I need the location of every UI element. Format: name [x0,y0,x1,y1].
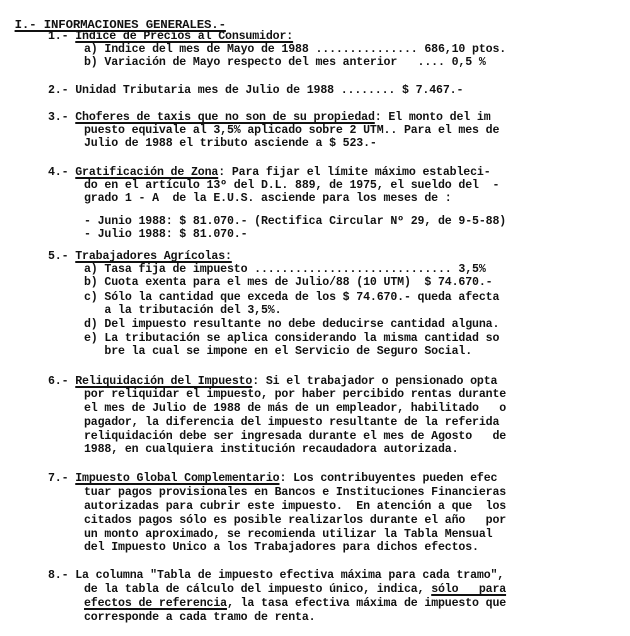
item-7-line-4: citados pagos sólo es posible realizarlos durante el año por [84,514,507,527]
section-title-text: I.- INFORMACIONES GENERALES.- [14,18,226,32]
item-8-line-4: corresponde a cada tramo de renta. [84,611,316,624]
item-1-line-a: a) Indice del mes de Mayo de 1988 ............... 686,10 ptos. [84,43,507,56]
item-1-line-b: b) Variación de Mayo respecto del mes anterior .... 0,5 % [84,56,486,69]
item-text: : Para fijar el límite máximo estableci- [218,166,491,179]
item-7-line-3: autorizadas para cubrir este impuesto. En atención a que los [84,500,507,513]
item-number: 1.- [48,30,69,43]
item-7-heading-line [48,472,497,485]
item-5-heading-line [48,250,232,263]
item-8-line-3 [84,597,506,610]
item-4-line-2: do en el artículo 13º del D.L. 889, de 1975, el sueldo del - [84,179,500,192]
item-8-line-2 [84,583,506,596]
item-7-line-5: un monto aproximado, se recomienda utilizar la Tabla Mensual [84,528,493,541]
item-text: : El monto del im [374,111,491,124]
item-number: 7.- [48,472,69,485]
item-number: 5.- [48,250,69,263]
item-6-line-5: reliquidación debe ser ingresada durante el mes de Agosto de [84,430,507,443]
item-text: , la tasa efectiva máxima de impuesto que [226,597,507,610]
item-4-line-julio: - Julio 1988: $ 81.070.- [84,228,248,241]
item-heading: Impuesto Global Complementario [75,472,280,485]
item-number: 2.- [48,84,69,97]
item-1-heading-line [48,30,293,43]
item-number: 8.- [48,569,69,582]
item-heading: Reliquidación del Impuesto [75,375,253,388]
item-8-line-1 [48,569,504,582]
item-5-line-d: d) Del impuesto resultante no debe deducirse cantidad alguna. [84,318,500,331]
item-underlined-text: efectos de referencia [84,597,227,610]
item-7-line-6: del Impuesto Unico a los Trabajadores para dichos efectos. [84,541,479,554]
item-heading: Indice de Precios al Consumidor: [75,30,294,43]
item-text: Unidad Tributaria mes de Julio de 1988 ........ $ 7.467.- [75,84,464,97]
item-4-heading-line [48,166,491,179]
item-number: 4.- [48,166,69,179]
item-7-line-2: tuar pagos provisionales en Bancos e Instituciones Financieras [84,486,507,499]
item-text: : Los contribuyentes pueden efec [279,472,498,485]
item-text: : Si el trabajador o pensionado opta [252,375,498,388]
item-number: 6.- [48,375,69,388]
item-6-heading-line [48,375,497,388]
section-title [0,6,226,32]
item-2-line [48,84,463,97]
item-5-line-c: c) Sólo la cantidad que exceda de los $ 74.670.- queda afecta [84,291,500,304]
item-5-line-b: b) Cuota exenta para el mes de Julio/88 (10 UTM) $ 74.670.- [84,276,493,289]
item-6-line-2: por reliquidar el impuesto, por haber percibido rentas durante [84,388,507,401]
item-heading: Gratificación de Zona [75,166,219,179]
item-5-line-c2: a la tributación del 3,5%. [84,304,282,317]
item-6-line-4: pagador, la diferencia del impuesto resultante de la referida [84,416,500,429]
item-3-line-3: Julio de 1988 el tributo asciende a $ 523.- [84,137,377,150]
item-heading: Choferes de taxis que no son de su propiedad [75,111,375,124]
item-5-line-e: e) La tributación se aplica considerando la misma cantidad so [84,332,500,345]
item-number: 3.- [48,111,69,124]
item-4-line-3: grado 1 - A de la E.U.S. asciende para los meses de : [84,192,452,205]
item-5-line-a: a) Tasa fija de impuesto ............................. 3,5% [84,263,486,276]
item-5-line-e2: bre la cual se impone en el Servicio de Seguro Social. [84,345,473,358]
item-6-line-3: el mes de Julio de 1988 de más de un empleador, habilitado o [84,402,507,415]
item-text: La columna "Tabla de impuesto efectiva máxima para cada tramo", [75,569,505,582]
item-text: de la tabla de cálculo del impuesto único, indica, [84,583,425,596]
item-4-line-junio: - Junio 1988: $ 81.070.- (Rectifica Circular Nº 29, de 9-5-88) [84,215,507,228]
item-underlined-text: sólo para [431,583,507,596]
item-3-heading-line [48,111,491,124]
item-3-line-2: puesto equivale al 3,5% aplicado sobre 2 UTM.. Para el mes de [84,124,500,137]
item-heading: Trabajadores Agrícolas: [75,250,232,263]
item-6-line-6: 1988, en cualquiera institución recaudadora autorizada. [84,443,459,456]
